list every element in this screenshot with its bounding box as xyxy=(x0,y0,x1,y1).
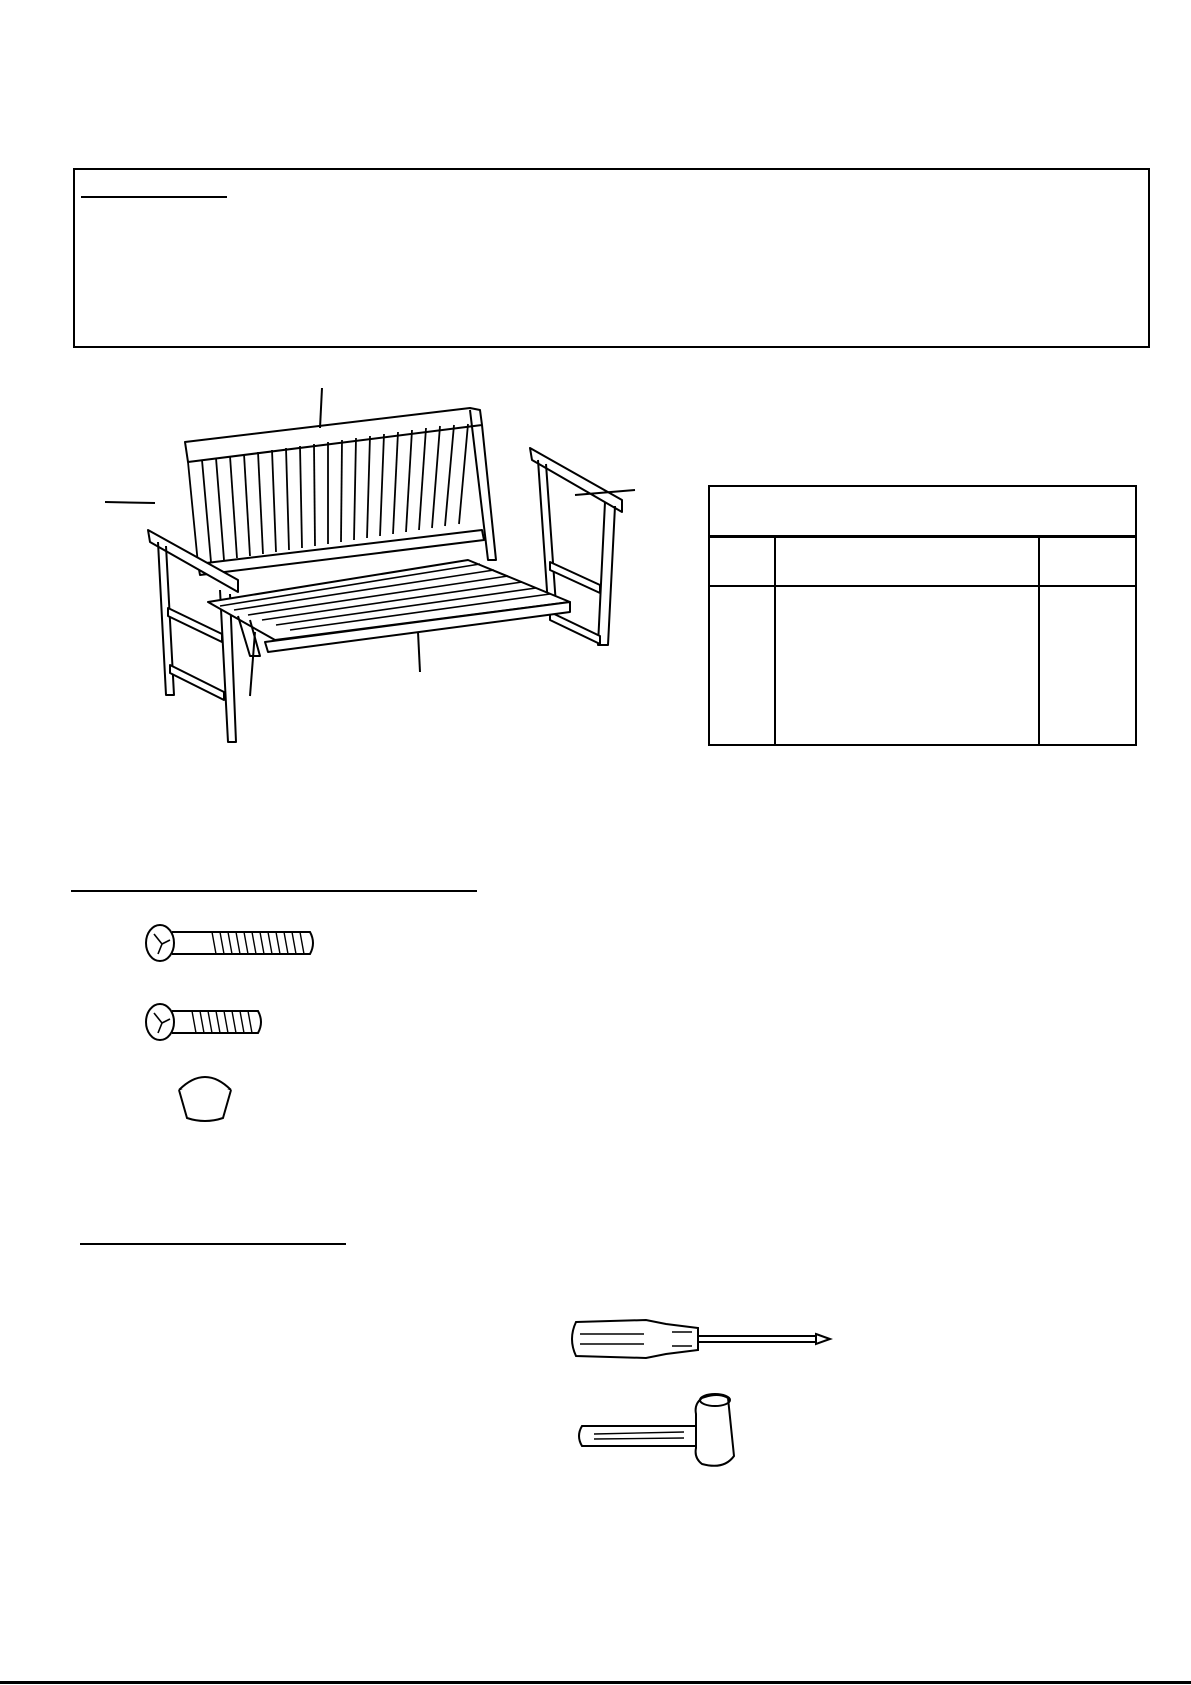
notice-box xyxy=(73,168,1150,348)
notice-heading-underline xyxy=(81,196,227,198)
parts-table-col-divider xyxy=(1038,538,1040,744)
page-bottom-rule xyxy=(0,1681,1191,1684)
long-bolt-icon xyxy=(140,918,320,968)
short-bolt-icon xyxy=(140,997,270,1047)
parts-table xyxy=(708,485,1137,746)
bench-diagram xyxy=(100,380,660,760)
tools-heading-underline xyxy=(80,1243,346,1245)
parts-table-col-divider xyxy=(774,538,776,744)
rubber-mallet-icon xyxy=(574,1392,754,1472)
leg-cap-icon xyxy=(174,1068,236,1128)
hardware-heading-underline xyxy=(71,890,477,892)
phillips-screwdriver-icon xyxy=(566,1314,848,1364)
